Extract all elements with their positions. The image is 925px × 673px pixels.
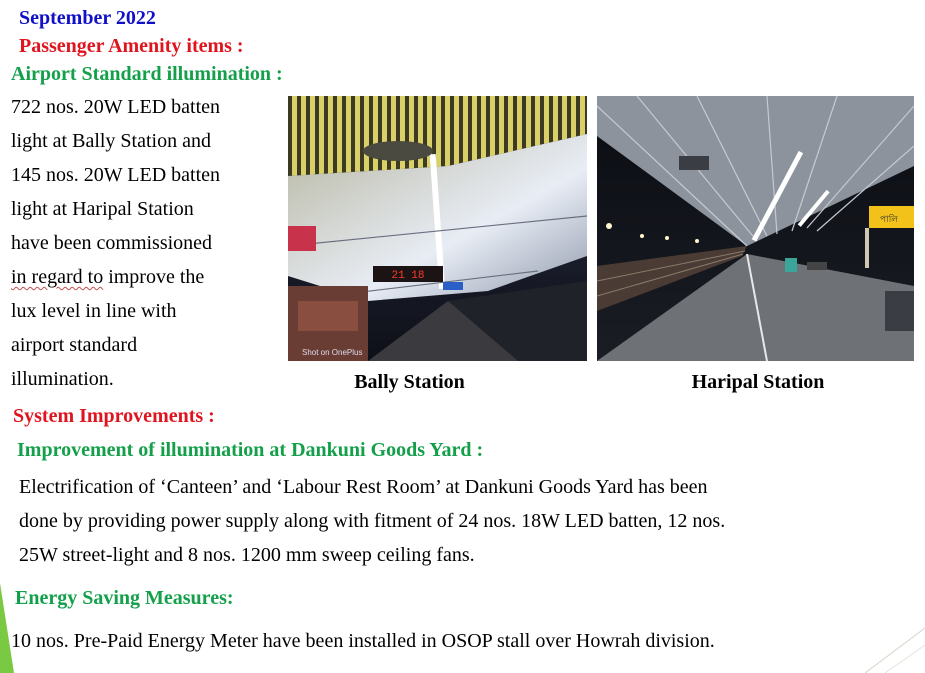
subsection-title: Airport Standard illumination : <box>11 63 283 85</box>
haripal-station-photo <box>597 96 914 361</box>
para-line: done by providing power supply along with fitment of 24 nos. 18W LED batten, 12 nos. <box>19 510 726 532</box>
para-line: 145 nos. 20W LED batten <box>11 164 221 186</box>
spellcheck-marked-text: in regard to <box>11 266 104 288</box>
slide-accent-right <box>865 620 925 673</box>
bally-station-photo <box>288 96 587 361</box>
illumination-paragraph <box>11 90 220 396</box>
para-line: lux level in line with <box>11 300 177 322</box>
para-line: 722 nos. 20W LED batten <box>11 96 221 118</box>
para-line: illumination. <box>11 368 114 390</box>
para-line: have been commissioned <box>11 232 213 254</box>
system-title: System Improvements : <box>13 405 215 427</box>
para-line: 25W street-light and 8 nos. 1200 mm sweep ceiling fans. <box>19 544 475 566</box>
haripal-caption: Haripal Station <box>691 371 825 393</box>
slide-accent-left <box>0 583 16 673</box>
bally-caption: Bally Station <box>354 371 465 393</box>
energy-text: 10 nos. Pre-Paid Energy Meter have been installed in OSOP stall over Howrah division. <box>11 630 715 652</box>
display-board-text: 21 18 <box>391 270 425 282</box>
para-line: light at Haripal Station <box>11 198 194 220</box>
para-line: light at Bally Station and <box>11 130 211 152</box>
para-line: Electrification of ‘Canteen’ and ‘Labour Rest Room’ at Dankuni Goods Yard has been <box>19 476 708 498</box>
section-title: Passenger Amenity items : <box>19 35 244 57</box>
system-subtitle: Improvement of illumination at Dankuni Goods Yard : <box>17 439 484 461</box>
month-heading: September 2022 <box>19 7 156 29</box>
para-line: airport standard <box>11 334 138 356</box>
energy-title: Energy Saving Measures: <box>15 587 234 609</box>
photo-watermark: Shot on OnePlus <box>302 348 363 357</box>
system-paragraph <box>19 470 725 572</box>
para-line: in regard to improve the <box>11 266 205 288</box>
station-signboard-text: পালি <box>880 215 898 225</box>
